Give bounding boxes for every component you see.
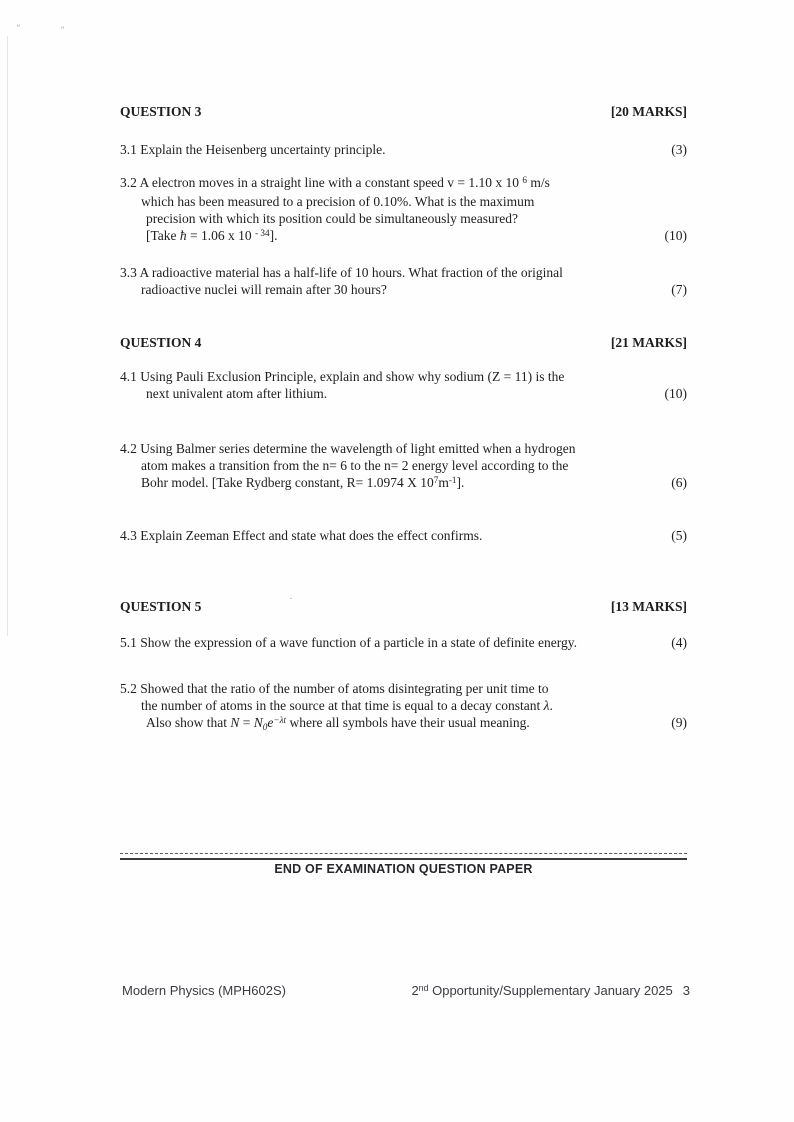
text-segment: 4.1 Using Pauli Exclusion Principle, explain and show why sodium (Z = 11) is the [120, 369, 565, 384]
question-text-line [120, 174, 687, 193]
text-segment: = [239, 715, 254, 730]
item-marks: (4) [671, 635, 687, 650]
text-segment: . [549, 698, 553, 713]
text-segment: 3.3 A radioactive material has a half-life of 10 hours. What fraction of the original [120, 265, 563, 280]
question-text-line [120, 264, 687, 281]
end-of-paper-note: END OF EXAMINATION QUESTION PAPER [274, 862, 533, 876]
text-segment: ]. [269, 228, 278, 243]
text-segment: 0 [262, 721, 268, 732]
footer-session-info [411, 983, 690, 998]
text-segment: next univalent atom after lithium. [146, 386, 328, 401]
item-marks: (10) [664, 386, 687, 401]
question-heading-row [120, 598, 687, 615]
item-marks: (7) [671, 282, 687, 297]
page-number: 3 [682, 983, 690, 998]
text-segment: ħ [179, 228, 187, 243]
text-segment: nd [418, 982, 429, 993]
question-text-line [120, 474, 687, 493]
question-heading: QUESTION 3 [120, 104, 202, 119]
scan-artifact-line [7, 36, 8, 636]
question-heading: QUESTION 5 [120, 599, 202, 614]
question-heading: QUESTION 4 [120, 335, 202, 350]
question-heading-row [120, 103, 687, 120]
text-segment: N [253, 715, 263, 730]
text-segment: N [230, 715, 240, 730]
question-total-marks: [13 MARKS] [610, 599, 687, 614]
question-text-line [120, 697, 687, 714]
question-item [120, 141, 687, 158]
question-item [120, 174, 687, 246]
question-text-line [120, 457, 687, 474]
question-item [120, 527, 687, 544]
text-segment: radioactive nuclei will remain after 30 hours? [141, 282, 387, 297]
text-segment: 4.2 Using Balmer series determine the wavelength of light emitted when a hydrogen [120, 441, 576, 456]
question-text-line [120, 527, 687, 544]
question-text-line [120, 193, 687, 210]
question-item [120, 440, 687, 493]
text-segment: which has been measured to a precision of 0.10%. What is the maximum [141, 194, 535, 209]
footer-course-title: Modern Physics (MPH602S) [122, 983, 286, 998]
text-segment: where all symbols have their usual meaning. [286, 715, 530, 730]
question-item [120, 264, 687, 298]
question-text-line [120, 385, 687, 402]
page-footer [122, 983, 690, 998]
text-segment: λ [543, 698, 550, 713]
text-segment: -1 [448, 474, 457, 485]
text-segment: 5.2 Showed that the ratio of the number of atoms disintegrating per unit time to [120, 681, 549, 696]
question-text-line [120, 440, 687, 457]
text-segment: - 34 [255, 227, 270, 238]
text-segment: 3.2 A electron moves in a straight line with a constant speed v = 1.10 x 10 [120, 175, 523, 190]
text-segment: m [438, 475, 449, 490]
text-segment: 3.1 Explain the Heisenberg uncertainty principle. [120, 142, 386, 157]
question-text-line [120, 227, 687, 246]
item-marks: (9) [671, 715, 687, 730]
text-segment: = 1.06 x 10 [186, 228, 256, 243]
scan-artifact-mark: ʺ [15, 23, 21, 34]
end-of-paper-divider [120, 853, 687, 860]
text-segment: 2 [411, 983, 419, 998]
text-segment: the number of atoms in the source at that time is equal to a decay constant [141, 698, 544, 713]
question-text-line [120, 634, 687, 651]
question-section [120, 334, 687, 544]
question-text-line [120, 714, 687, 733]
text-segment: Opportunity/Supplementary January 2025 [428, 983, 673, 998]
question-section [120, 103, 687, 298]
item-marks: (5) [671, 528, 687, 543]
text-segment: precision with which its position could be simultaneously measured? [146, 211, 518, 226]
scan-artifact-speck: . [290, 592, 292, 601]
text-segment: ]. [456, 475, 465, 490]
question-text-line [120, 141, 687, 158]
question-text-line [120, 281, 687, 298]
question-item [120, 680, 687, 733]
text-segment: −λt [273, 714, 287, 725]
footer-session-text [411, 983, 672, 998]
question-text-line [120, 680, 687, 697]
text-segment: e [267, 715, 274, 730]
text-segment: atom makes a transition from the n= 6 to the n= 2 energy level according to the [141, 458, 569, 473]
text-segment: Bohr model. [Take Rydberg constant, R= 1.0974 X 10 [141, 475, 434, 490]
text-segment: 5.1 Show the expression of a wave function of a particle in a state of definite energy. [120, 635, 577, 650]
item-marks: (10) [664, 228, 687, 243]
question-section [120, 598, 687, 733]
questions-container [120, 103, 687, 733]
text-segment: m/s [527, 175, 550, 190]
question-total-marks: [20 MARKS] [610, 104, 687, 119]
text-segment: Also show that [146, 715, 231, 730]
item-marks: (3) [671, 142, 687, 157]
text-segment: 7 [433, 474, 439, 485]
scan-artifact-mark: ʺ [60, 25, 65, 36]
question-total-marks: [21 MARKS] [610, 335, 687, 350]
question-item [120, 634, 687, 651]
text-segment: 4.3 Explain Zeeman Effect and state what does the effect confirms. [120, 528, 483, 543]
question-item [120, 368, 687, 402]
question-text-line [120, 368, 687, 385]
question-heading-row [120, 334, 687, 351]
item-marks: (6) [671, 475, 687, 490]
text-segment: 6 [522, 174, 528, 185]
text-segment: [Take [146, 228, 180, 243]
question-text-line [120, 210, 687, 227]
